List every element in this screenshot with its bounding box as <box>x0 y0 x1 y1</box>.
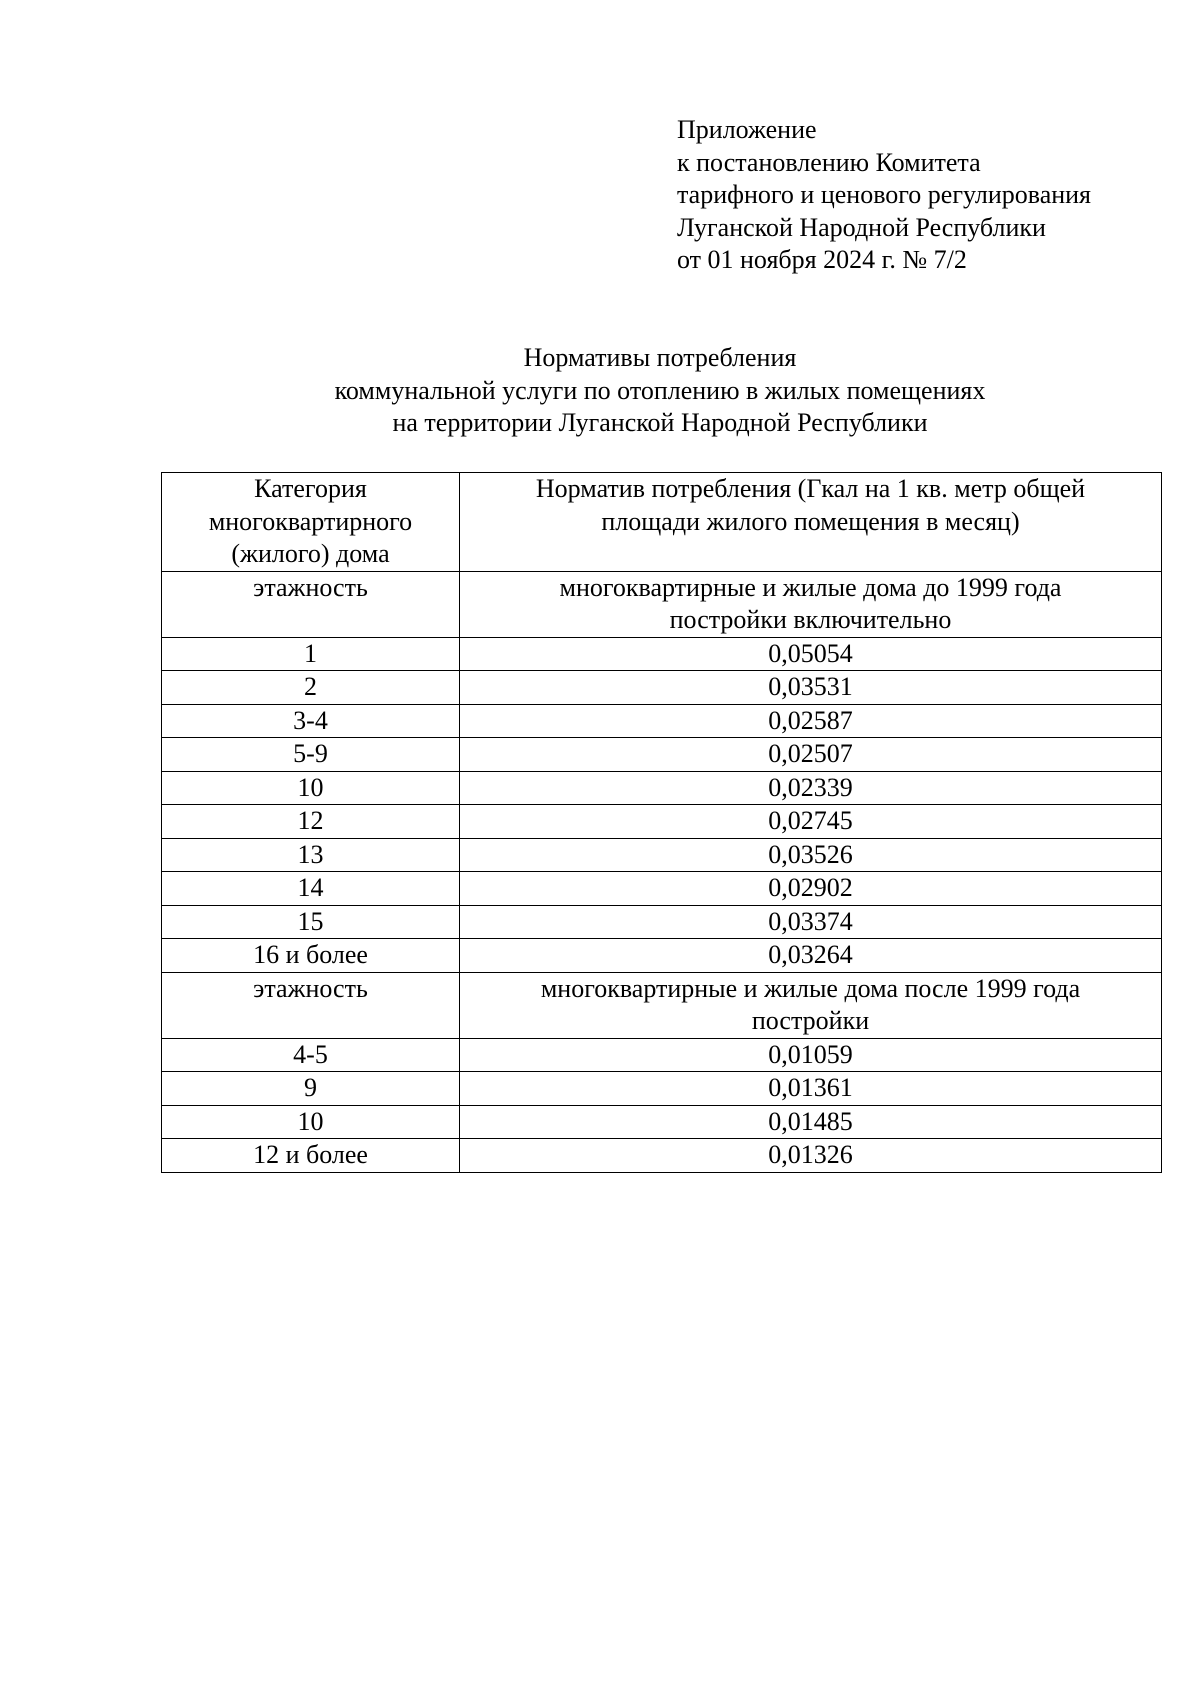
norm-value-cell: 0,02507 <box>460 738 1162 772</box>
norm-value-cell: 0,03531 <box>460 671 1162 705</box>
section-caption: многоквартирные и жилые дома до 1999 года постройки включительно <box>460 571 1162 637</box>
appendix-block <box>677 114 1091 277</box>
table-row <box>162 1038 1162 1072</box>
appendix-line: Луганской Народной Республики <box>677 212 1046 242</box>
appendix-line: тарифного и ценового регулирования <box>677 180 1092 209</box>
appendix-line: Приложение <box>677 115 817 144</box>
norm-value-cell: 0,01361 <box>460 1072 1162 1106</box>
table-row <box>162 838 1162 872</box>
title-line: на территории Луганской Народной Республики <box>392 408 928 437</box>
floors-cell: 13 <box>162 838 460 872</box>
floors-cell: 10 <box>162 771 460 805</box>
floors-cell: 3-4 <box>162 704 460 738</box>
table-row <box>162 805 1162 839</box>
appendix-line: от 01 ноября 2024 г. № 7/2 <box>677 245 967 274</box>
header-category: Категория многоквартирного (жилого) дома <box>162 473 460 572</box>
norm-value-cell: 0,05054 <box>460 637 1162 671</box>
table-row <box>162 738 1162 772</box>
floors-cell: 16 и более <box>162 939 460 973</box>
section-caption: многоквартирные и жилые дома после 1999 года постройки <box>460 972 1162 1038</box>
title-line: Нормативы потребления <box>523 343 797 372</box>
table-row <box>162 671 1162 705</box>
table-header-row <box>162 473 1162 572</box>
norm-value-cell: 0,02339 <box>460 771 1162 805</box>
table-row <box>162 771 1162 805</box>
norms-table <box>161 472 1162 1173</box>
section-label: этажность <box>162 571 460 637</box>
document-title <box>160 342 1160 440</box>
norm-value-cell: 0,02745 <box>460 805 1162 839</box>
table-row <box>162 1139 1162 1173</box>
norm-value-cell: 0,01326 <box>460 1139 1162 1173</box>
norm-value-cell: 0,03264 <box>460 939 1162 973</box>
header-norm: Норматив потребления (Гкал на 1 кв. метр общей площади жилого помещения в месяц) <box>460 473 1162 572</box>
floors-cell: 14 <box>162 872 460 906</box>
norm-value-cell: 0,02902 <box>460 872 1162 906</box>
floors-cell: 1 <box>162 637 460 671</box>
table-row <box>162 704 1162 738</box>
floors-cell: 2 <box>162 671 460 705</box>
norm-value-cell: 0,01059 <box>460 1038 1162 1072</box>
norm-value-cell: 0,03374 <box>460 905 1162 939</box>
table-row <box>162 1072 1162 1106</box>
norm-value-cell: 0,02587 <box>460 704 1162 738</box>
table-row <box>162 905 1162 939</box>
appendix-line: к постановлению Комитета <box>677 147 981 177</box>
norm-value-cell: 0,03526 <box>460 838 1162 872</box>
table-row <box>162 637 1162 671</box>
floors-cell: 9 <box>162 1072 460 1106</box>
norm-value-cell: 0,01485 <box>460 1105 1162 1139</box>
table-row <box>162 872 1162 906</box>
floors-cell: 12 <box>162 805 460 839</box>
section-label: этажность <box>162 972 460 1038</box>
section-header-row <box>162 972 1162 1038</box>
title-line: коммунальной услуги по отоплению в жилых помещениях <box>334 375 986 405</box>
table-row <box>162 939 1162 973</box>
table-row <box>162 1105 1162 1139</box>
floors-cell: 5-9 <box>162 738 460 772</box>
floors-cell: 15 <box>162 905 460 939</box>
table-body <box>162 571 1162 1172</box>
floors-cell: 10 <box>162 1105 460 1139</box>
floors-cell: 12 и более <box>162 1139 460 1173</box>
section-header-row <box>162 571 1162 637</box>
floors-cell: 4-5 <box>162 1038 460 1072</box>
